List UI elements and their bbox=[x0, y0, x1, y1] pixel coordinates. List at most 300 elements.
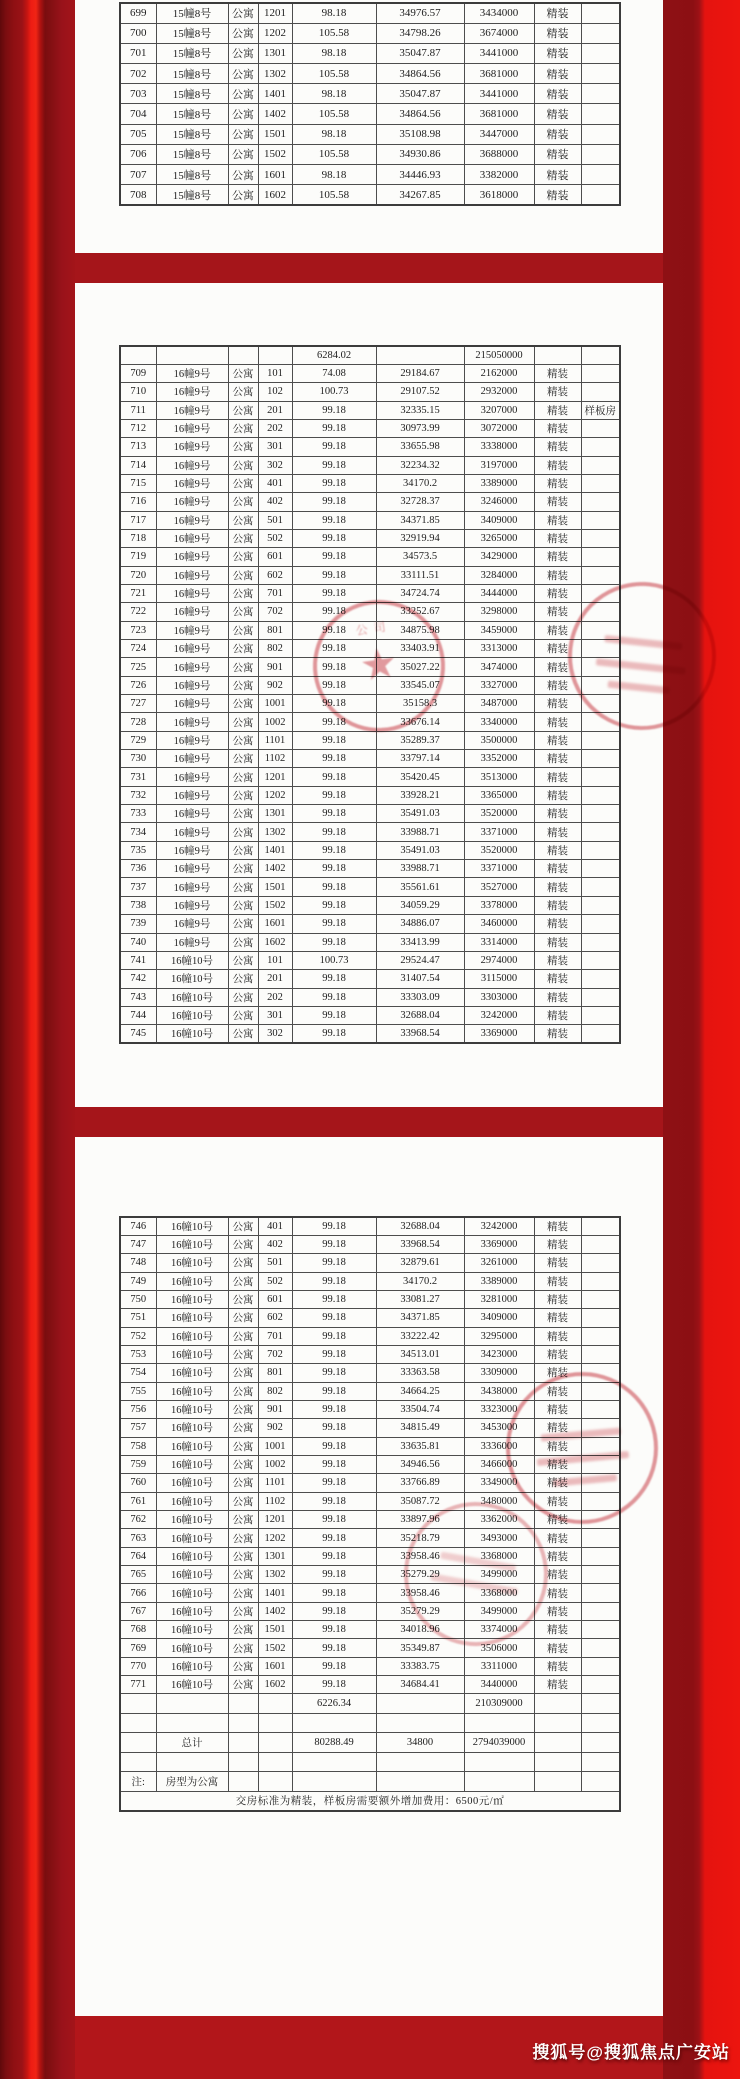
room-no: 601 bbox=[258, 548, 292, 566]
decoration: 精装 bbox=[534, 383, 581, 401]
total-price: 3487000 bbox=[464, 695, 534, 713]
row-no: 707 bbox=[120, 165, 156, 185]
unit-type: 公寓 bbox=[228, 1657, 258, 1675]
row-no: 735 bbox=[120, 841, 156, 859]
building: 16幢9号 bbox=[156, 548, 228, 566]
table-row bbox=[120, 1006, 620, 1024]
room-no: 1302 bbox=[258, 64, 292, 84]
remark bbox=[581, 165, 620, 185]
decoration: 精装 bbox=[534, 1566, 581, 1584]
building: 16幢10号 bbox=[156, 1566, 228, 1584]
row-no: 715 bbox=[120, 474, 156, 492]
table-row bbox=[120, 713, 620, 731]
row-no: 729 bbox=[120, 731, 156, 749]
total-price: 3365000 bbox=[464, 786, 534, 804]
table-row bbox=[120, 841, 620, 859]
table-row bbox=[120, 1474, 620, 1492]
row-no: 765 bbox=[120, 1566, 156, 1584]
row-no: 706 bbox=[120, 144, 156, 164]
row-no: 733 bbox=[120, 805, 156, 823]
room-no: 1401 bbox=[258, 84, 292, 104]
building: 16幢10号 bbox=[156, 1419, 228, 1437]
room-no: 1401 bbox=[258, 1584, 292, 1602]
total-price: 3295000 bbox=[464, 1327, 534, 1345]
building: 16幢10号 bbox=[156, 1290, 228, 1308]
unit-type: 公寓 bbox=[228, 1602, 258, 1620]
unit-type: 公寓 bbox=[228, 1455, 258, 1473]
unit-price: 32919.94 bbox=[376, 529, 464, 547]
unit-type: 公寓 bbox=[228, 1345, 258, 1363]
remark bbox=[581, 144, 620, 164]
row-no: 771 bbox=[120, 1676, 156, 1694]
total-price: 3500000 bbox=[464, 731, 534, 749]
unit-price: 33081.27 bbox=[376, 1290, 464, 1308]
building: 16幢10号 bbox=[156, 988, 228, 1006]
building: 16幢9号 bbox=[156, 805, 228, 823]
table-row bbox=[120, 1566, 620, 1584]
table-row bbox=[120, 144, 620, 164]
total-price: 3368000 bbox=[464, 1584, 534, 1602]
room-no: 201 bbox=[258, 970, 292, 988]
unit-type: 公寓 bbox=[228, 64, 258, 84]
subtotal-total-price: 210309000 bbox=[464, 1694, 534, 1714]
room-no: 101 bbox=[258, 951, 292, 969]
table-row bbox=[120, 933, 620, 951]
total-price: 3520000 bbox=[464, 805, 534, 823]
total-price: 3513000 bbox=[464, 768, 534, 786]
total-price: 3453000 bbox=[464, 1419, 534, 1437]
area: 99.18 bbox=[292, 1639, 376, 1657]
price-table-rows-699-708 bbox=[119, 2, 621, 206]
table-row bbox=[120, 1529, 620, 1547]
area: 99.18 bbox=[292, 548, 376, 566]
remark bbox=[581, 104, 620, 124]
area: 99.18 bbox=[292, 805, 376, 823]
remark bbox=[581, 1511, 620, 1529]
room-no: 1202 bbox=[258, 23, 292, 43]
unit-price: 35047.87 bbox=[376, 43, 464, 63]
table-row bbox=[120, 1382, 620, 1400]
row-no: 760 bbox=[120, 1474, 156, 1492]
remark bbox=[581, 676, 620, 694]
table-row bbox=[120, 896, 620, 914]
remark bbox=[581, 1364, 620, 1382]
unit-price: 34059.29 bbox=[376, 896, 464, 914]
unit-type: 公寓 bbox=[228, 1290, 258, 1308]
unit-price: 34946.56 bbox=[376, 1455, 464, 1473]
total-price: 3466000 bbox=[464, 1455, 534, 1473]
building: 16幢10号 bbox=[156, 1455, 228, 1473]
unit-type: 公寓 bbox=[228, 1566, 258, 1584]
area: 105.58 bbox=[292, 144, 376, 164]
unit-type: 公寓 bbox=[228, 1584, 258, 1602]
table-row bbox=[120, 786, 620, 804]
room-no: 1301 bbox=[258, 805, 292, 823]
table-row bbox=[120, 383, 620, 401]
table-row bbox=[120, 3, 620, 23]
building: 16幢9号 bbox=[156, 438, 228, 456]
remark bbox=[581, 438, 620, 456]
building: 16幢10号 bbox=[156, 1309, 228, 1327]
total-price: 3447000 bbox=[464, 124, 534, 144]
table-row bbox=[120, 951, 620, 969]
unit-price: 33635.81 bbox=[376, 1437, 464, 1455]
room-no: 502 bbox=[258, 529, 292, 547]
room-no: 1302 bbox=[258, 823, 292, 841]
room-no: 501 bbox=[258, 1254, 292, 1272]
building: 16幢10号 bbox=[156, 1345, 228, 1363]
unit-price: 34371.85 bbox=[376, 511, 464, 529]
unit-price: 34573.5 bbox=[376, 548, 464, 566]
area: 105.58 bbox=[292, 64, 376, 84]
room-no: 1501 bbox=[258, 878, 292, 896]
unit-type: 公寓 bbox=[228, 124, 258, 144]
unit-price: 35279.29 bbox=[376, 1602, 464, 1620]
remark bbox=[581, 419, 620, 437]
total-price: 3618000 bbox=[464, 185, 534, 205]
building: 16幢9号 bbox=[156, 713, 228, 731]
total-price: 3409000 bbox=[464, 1309, 534, 1327]
unit-price: 34018.96 bbox=[376, 1621, 464, 1639]
row-no: 701 bbox=[120, 43, 156, 63]
remark bbox=[581, 84, 620, 104]
decoration: 精装 bbox=[534, 896, 581, 914]
room-no: 1402 bbox=[258, 104, 292, 124]
table-row bbox=[120, 1584, 620, 1602]
unit-type: 公寓 bbox=[228, 750, 258, 768]
row-no: 703 bbox=[120, 84, 156, 104]
table-row bbox=[120, 1492, 620, 1510]
row-no: 754 bbox=[120, 1364, 156, 1382]
area: 99.18 bbox=[292, 566, 376, 584]
total-price: 2162000 bbox=[464, 364, 534, 382]
total-price: 3499000 bbox=[464, 1602, 534, 1620]
area: 99.18 bbox=[292, 1217, 376, 1235]
room-no: 802 bbox=[258, 640, 292, 658]
unit-price: 35087.72 bbox=[376, 1492, 464, 1510]
unit-type: 公寓 bbox=[228, 1419, 258, 1437]
unit-price: 34267.85 bbox=[376, 185, 464, 205]
table-row bbox=[120, 603, 620, 621]
building: 16幢9号 bbox=[156, 383, 228, 401]
building: 16幢10号 bbox=[156, 1272, 228, 1290]
unit-type: 公寓 bbox=[228, 1492, 258, 1510]
building: 15幢8号 bbox=[156, 104, 228, 124]
unit-price: 33655.98 bbox=[376, 438, 464, 456]
row-no: 705 bbox=[120, 124, 156, 144]
area: 99.18 bbox=[292, 511, 376, 529]
building: 16幢10号 bbox=[156, 1584, 228, 1602]
area: 99.18 bbox=[292, 786, 376, 804]
decoration: 精装 bbox=[534, 1529, 581, 1547]
room-no: 1301 bbox=[258, 43, 292, 63]
remark bbox=[581, 933, 620, 951]
room-no: 1002 bbox=[258, 1455, 292, 1473]
unit-price: 29107.52 bbox=[376, 383, 464, 401]
total-price: 3493000 bbox=[464, 1529, 534, 1547]
room-no: 801 bbox=[258, 1364, 292, 1382]
area: 99.18 bbox=[292, 823, 376, 841]
row-no: 744 bbox=[120, 1006, 156, 1024]
decoration: 精装 bbox=[534, 1584, 581, 1602]
building: 16幢10号 bbox=[156, 1382, 228, 1400]
area: 99.18 bbox=[292, 1474, 376, 1492]
area: 99.18 bbox=[292, 713, 376, 731]
remark bbox=[581, 988, 620, 1006]
unit-type: 公寓 bbox=[228, 185, 258, 205]
row-no: 767 bbox=[120, 1602, 156, 1620]
building: 16幢10号 bbox=[156, 1621, 228, 1639]
table-row bbox=[120, 165, 620, 185]
building: 16幢10号 bbox=[156, 1657, 228, 1675]
decoration: 精装 bbox=[534, 185, 581, 205]
total-price: 3281000 bbox=[464, 1290, 534, 1308]
room-no: 402 bbox=[258, 493, 292, 511]
remark bbox=[581, 1006, 620, 1024]
area: 99.18 bbox=[292, 584, 376, 602]
unit-type: 公寓 bbox=[228, 1309, 258, 1327]
unit-price: 32728.37 bbox=[376, 493, 464, 511]
unit-price: 33252.67 bbox=[376, 603, 464, 621]
remark bbox=[581, 1547, 620, 1565]
area: 99.18 bbox=[292, 731, 376, 749]
table-row bbox=[120, 1290, 620, 1308]
unit-type: 公寓 bbox=[228, 731, 258, 749]
room-no: 102 bbox=[258, 383, 292, 401]
room-no: 802 bbox=[258, 1382, 292, 1400]
unit-type: 公寓 bbox=[228, 165, 258, 185]
decoration: 精装 bbox=[534, 603, 581, 621]
unit-type: 公寓 bbox=[228, 841, 258, 859]
room-no: 401 bbox=[258, 474, 292, 492]
unit-price: 34875.98 bbox=[376, 621, 464, 639]
room-no: 1202 bbox=[258, 1529, 292, 1547]
row-no: 768 bbox=[120, 1621, 156, 1639]
room-no: 502 bbox=[258, 1272, 292, 1290]
decoration: 精装 bbox=[534, 1006, 581, 1024]
room-no: 1002 bbox=[258, 713, 292, 731]
document-page-3 bbox=[75, 1137, 663, 2016]
unit-price: 33928.21 bbox=[376, 786, 464, 804]
area: 99.18 bbox=[292, 1492, 376, 1510]
unit-type: 公寓 bbox=[228, 43, 258, 63]
building: 16幢9号 bbox=[156, 603, 228, 621]
building: 16幢10号 bbox=[156, 1474, 228, 1492]
total-price: 3480000 bbox=[464, 1492, 534, 1510]
price-table-rows-746-771 bbox=[119, 1216, 621, 1812]
area: 99.18 bbox=[292, 1290, 376, 1308]
row-no: 710 bbox=[120, 383, 156, 401]
room-no: 302 bbox=[258, 1025, 292, 1043]
room-no: 1401 bbox=[258, 841, 292, 859]
building: 15幢8号 bbox=[156, 64, 228, 84]
unit-price: 35047.87 bbox=[376, 84, 464, 104]
row-no: 739 bbox=[120, 915, 156, 933]
remark bbox=[581, 786, 620, 804]
decoration: 精装 bbox=[534, 695, 581, 713]
grand-total-price: 2794039000 bbox=[464, 1733, 534, 1753]
unit-type: 公寓 bbox=[228, 1006, 258, 1024]
building: 16幢10号 bbox=[156, 1437, 228, 1455]
grand-total-label: 总计 bbox=[156, 1733, 228, 1753]
unit-price: 35491.03 bbox=[376, 841, 464, 859]
note-label: 注: bbox=[120, 1772, 156, 1792]
remark bbox=[581, 1217, 620, 1235]
unit-price: 32688.04 bbox=[376, 1006, 464, 1024]
building: 16幢9号 bbox=[156, 401, 228, 419]
table-row bbox=[120, 474, 620, 492]
table-row bbox=[120, 438, 620, 456]
decoration: 精装 bbox=[534, 640, 581, 658]
row-no: 758 bbox=[120, 1437, 156, 1455]
unit-price: 32688.04 bbox=[376, 1217, 464, 1235]
decoration: 精装 bbox=[534, 1309, 581, 1327]
building: 15幢8号 bbox=[156, 3, 228, 23]
table-row bbox=[120, 1676, 620, 1694]
decoration: 精装 bbox=[534, 64, 581, 84]
row-no: 728 bbox=[120, 713, 156, 731]
area: 99.18 bbox=[292, 988, 376, 1006]
total-price: 3369000 bbox=[464, 1025, 534, 1043]
row-no: 770 bbox=[120, 1657, 156, 1675]
unit-type: 公寓 bbox=[228, 658, 258, 676]
unit-type: 公寓 bbox=[228, 1621, 258, 1639]
building: 16幢9号 bbox=[156, 731, 228, 749]
unit-type: 公寓 bbox=[228, 383, 258, 401]
unit-type: 公寓 bbox=[228, 511, 258, 529]
area: 105.58 bbox=[292, 23, 376, 43]
table-row bbox=[120, 1547, 620, 1565]
remark bbox=[581, 603, 620, 621]
unit-type: 公寓 bbox=[228, 878, 258, 896]
row-no: 704 bbox=[120, 104, 156, 124]
room-no: 902 bbox=[258, 676, 292, 694]
building: 16幢9号 bbox=[156, 640, 228, 658]
unit-type: 公寓 bbox=[228, 84, 258, 104]
row-no: 718 bbox=[120, 529, 156, 547]
decoration: 精装 bbox=[534, 1400, 581, 1418]
decoration: 精装 bbox=[534, 1657, 581, 1675]
remark bbox=[581, 970, 620, 988]
building: 15幢8号 bbox=[156, 84, 228, 104]
decoration: 精装 bbox=[534, 438, 581, 456]
room-no: 701 bbox=[258, 1327, 292, 1345]
unit-type: 公寓 bbox=[228, 1025, 258, 1043]
total-price: 3338000 bbox=[464, 438, 534, 456]
unit-price: 34724.74 bbox=[376, 584, 464, 602]
grand-total-row bbox=[120, 1733, 620, 1753]
unit-price: 34664.25 bbox=[376, 1382, 464, 1400]
unit-price: 34864.56 bbox=[376, 64, 464, 84]
area: 98.18 bbox=[292, 43, 376, 63]
row-no: 721 bbox=[120, 584, 156, 602]
unit-price: 34513.01 bbox=[376, 1345, 464, 1363]
building: 16幢9号 bbox=[156, 768, 228, 786]
total-price: 3674000 bbox=[464, 23, 534, 43]
area: 99.18 bbox=[292, 695, 376, 713]
area: 99.18 bbox=[292, 1254, 376, 1272]
room-no: 402 bbox=[258, 1235, 292, 1253]
room-no: 1601 bbox=[258, 1657, 292, 1675]
building: 16幢9号 bbox=[156, 841, 228, 859]
building: 16幢9号 bbox=[156, 933, 228, 951]
total-price: 3340000 bbox=[464, 713, 534, 731]
room-no: 1402 bbox=[258, 860, 292, 878]
room-no: 1602 bbox=[258, 185, 292, 205]
room-no: 1501 bbox=[258, 124, 292, 144]
decoration: 精装 bbox=[534, 988, 581, 1006]
room-no: 301 bbox=[258, 1006, 292, 1024]
unit-price: 33383.75 bbox=[376, 1657, 464, 1675]
decoration: 精装 bbox=[534, 1511, 581, 1529]
building: 16幢9号 bbox=[156, 860, 228, 878]
building: 16幢10号 bbox=[156, 1006, 228, 1024]
table-row bbox=[120, 805, 620, 823]
room-no: 702 bbox=[258, 1345, 292, 1363]
unit-price: 29184.67 bbox=[376, 364, 464, 382]
room-no: 602 bbox=[258, 1309, 292, 1327]
unit-price: 29524.47 bbox=[376, 951, 464, 969]
room-no: 1102 bbox=[258, 750, 292, 768]
row-no: 750 bbox=[120, 1290, 156, 1308]
total-price: 3460000 bbox=[464, 915, 534, 933]
building: 16幢10号 bbox=[156, 1217, 228, 1235]
area: 99.18 bbox=[292, 640, 376, 658]
row-no: 763 bbox=[120, 1529, 156, 1547]
table-row bbox=[120, 364, 620, 382]
row-no: 708 bbox=[120, 185, 156, 205]
room-no: 501 bbox=[258, 511, 292, 529]
unit-price: 33958.46 bbox=[376, 1584, 464, 1602]
remark bbox=[581, 64, 620, 84]
decoration: 精装 bbox=[534, 1602, 581, 1620]
table-row bbox=[120, 1254, 620, 1272]
area: 98.18 bbox=[292, 165, 376, 185]
unit-type: 公寓 bbox=[228, 438, 258, 456]
unit-type: 公寓 bbox=[228, 713, 258, 731]
unit-type: 公寓 bbox=[228, 768, 258, 786]
unit-price: 34446.93 bbox=[376, 165, 464, 185]
remark bbox=[581, 621, 620, 639]
total-price: 3242000 bbox=[464, 1217, 534, 1235]
grand-total-area: 80288.49 bbox=[292, 1733, 376, 1753]
table-row bbox=[120, 1217, 620, 1235]
remark bbox=[581, 474, 620, 492]
unit-type: 公寓 bbox=[228, 676, 258, 694]
table-row bbox=[120, 768, 620, 786]
room-no: 1001 bbox=[258, 695, 292, 713]
decoration: 精装 bbox=[534, 951, 581, 969]
row-no: 738 bbox=[120, 896, 156, 914]
total-price: 3314000 bbox=[464, 933, 534, 951]
room-no: 1201 bbox=[258, 768, 292, 786]
building: 16幢9号 bbox=[156, 878, 228, 896]
table-row bbox=[120, 1602, 620, 1620]
table-row bbox=[120, 1364, 620, 1382]
row-no: 756 bbox=[120, 1400, 156, 1418]
table-row bbox=[120, 1309, 620, 1327]
decoration: 精装 bbox=[534, 493, 581, 511]
row-no: 719 bbox=[120, 548, 156, 566]
building: 16幢10号 bbox=[156, 1676, 228, 1694]
total-price: 3441000 bbox=[464, 43, 534, 63]
room-no: 301 bbox=[258, 438, 292, 456]
building: 16幢9号 bbox=[156, 695, 228, 713]
area: 99.18 bbox=[292, 1006, 376, 1024]
table-row bbox=[120, 878, 620, 896]
remark bbox=[581, 805, 620, 823]
unit-price: 35108.98 bbox=[376, 124, 464, 144]
